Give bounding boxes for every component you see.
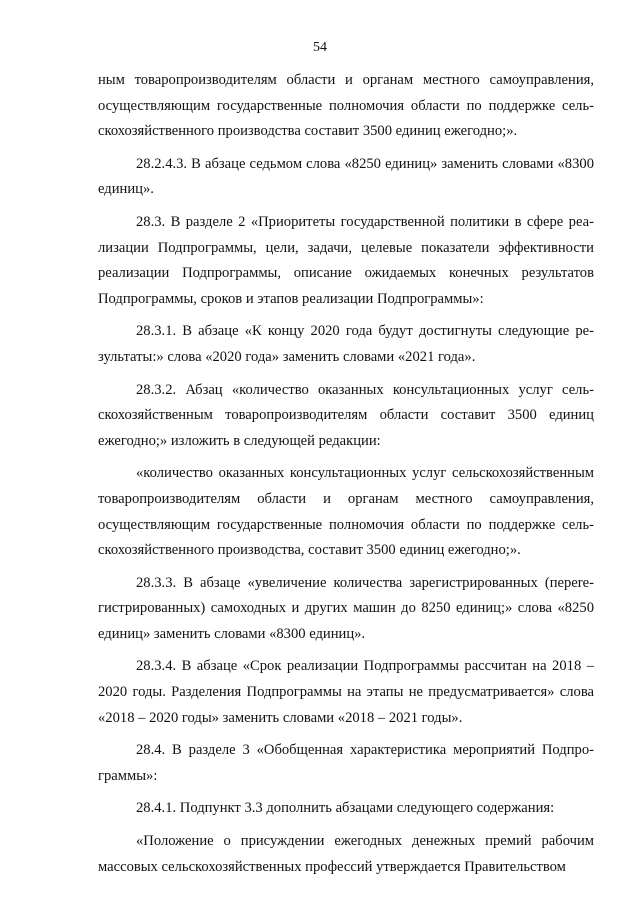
page-number: 54 [313, 40, 327, 55]
paragraph-5: 28.3.2. Абзац «количество оказанных консультационных услуг сельскохозяйственным товаропроизводителям области составит 3500 единиц ежегодно;» изложить в следующей редакции: [98, 381, 594, 449]
paragraph-4: 28.3.1. В абзаце «К концу 2020 года будут достигнуты следующие результаты:» слова «2020 года» заменить словами «2021 года». [98, 323, 594, 365]
paragraph-7: 28.3.3. В абзаце «увеличение количества зарегистрированных (переreгистрированных) самоходных и других машин до 8250 единиц;» слова «8250 единиц» заменить словами «8300 единиц». [98, 574, 594, 642]
paragraph-11: «Положение о присуждении ежегодных денежных премий рабочим массовых сельскохозяйственных профессий утверждается Правительством [98, 833, 594, 875]
paragraph-1: ным товаропроизводителям области и органам местного самоуправления, осуществляющим государственные полномочия области по поддержке сельскохозяйственного производства составит 3500 единиц ежегодно;». [98, 72, 594, 140]
paragraph-8: 28.3.4. В абзаце «Срок реализации Подпрограммы рассчитан на 2018 – 2020 годы. Разделения Подпрограммы на этапы не предусматривается» слова «2018 – 2020 годы» заменить словами «2018 – 2021 годы». [98, 658, 594, 726]
paragraph-10: 28.4.1. Подпункт 3.3 дополнить абзацами следующего содержания: [136, 800, 555, 817]
paragraph-9: 28.4. В разделе 3 «Обобщенная характеристика мероприятий Подпрограммы»: [98, 742, 594, 784]
paragraph-3: 28.3. В разделе 2 «Приоритеты государственной политики в сфере реализации Подпрограммы, цели, задачи, целевые показатели эффективности реализации Подпрограммы, описание ожидаемых конечных результатов Подпрограммы, сроков и этапов реализации Подпрограммы»: [98, 213, 594, 307]
paragraph-2: 28.2.4.3. В абзаце седьмом слова «8250 единиц» заменить словами «8300 единиц». [98, 155, 594, 198]
paragraph-6: «количество оказанных консультационных услуг сельскохозяйственным товаропроизводителям области и органам местного самоуправления, осуществляющим государственные полномочия области по поддержке сельскохозяйственного производства, составит 3500 единиц ежегодно;». [98, 465, 594, 559]
body-text [98, 68, 594, 880]
